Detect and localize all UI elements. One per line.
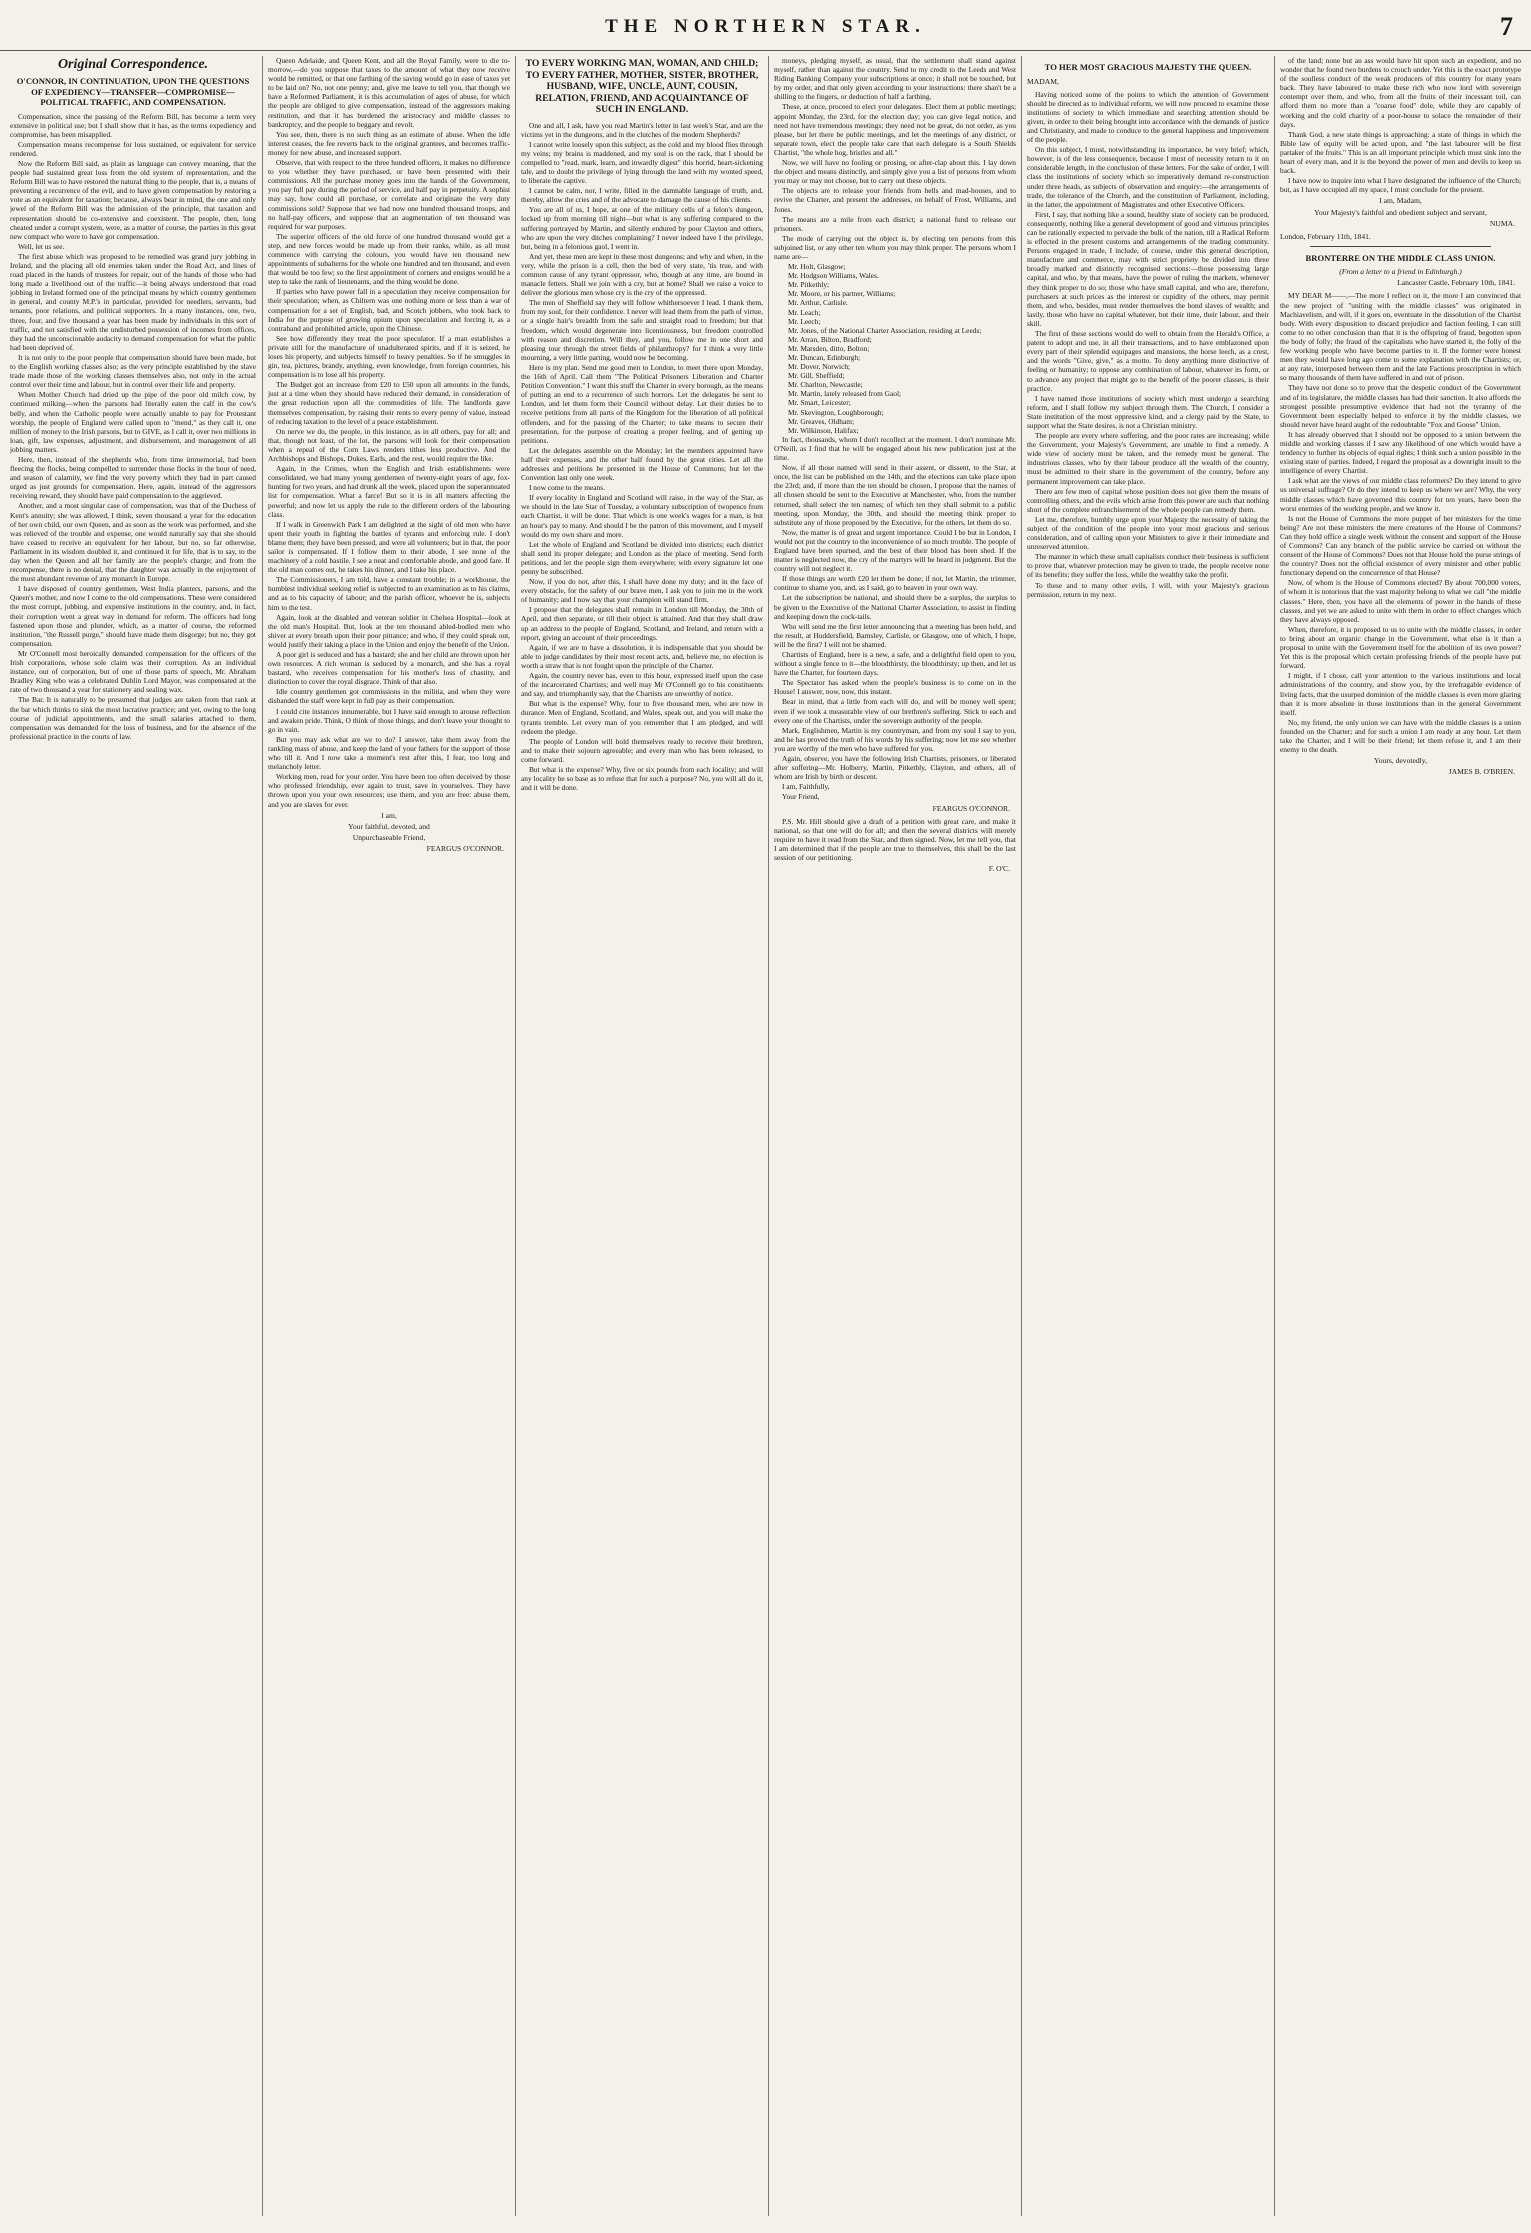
paragraph: Thank God, a new state things is approaching: a state of things in which the Bible law of equity will be acted upon, and "the last labourer will be first partaker of the fruits." This is an all important principle which must sink into the heart of every man, and it is the beyond the power of men and devils to keep us back. xyxy=(1280,129,1521,176)
closing: Your faithful, devoted, and xyxy=(348,821,430,831)
paragraph: of the land; none but an ass would have hit upon such an expedient, and no wonder that he found two burdens to crouch under. Yet this is the exact prototype of the soulless conduct of the weak producers of this country for many years back. They have laboured to make these rich who now lord with sovereign contempt over them, and who, from all the fruits of their incessant toil, can afford them no more than a "coarse food" dole, while they are capably of working and the cold charity of a poor-house to solace the remainder of their days. xyxy=(1280,56,1521,129)
postscript: P.S. Mr. Hill should give a draft of a petition with great care, and make it national, so that one will do for all; and then the several districts will merely require to have it read from the Star, and then signed. Now, let me tell you, that I am determined that if the people are true to themselves, this shall be the last session of our petitioning. xyxy=(774,816,1016,862)
paragraph: The Commissioners, I am told, have a constant trouble; in a workhouse, the humblest individual seeking relief is subjected to an examination as to his claims, and as to his capacity of labour; and the parish officer, whoever he is, subjects him to the test. xyxy=(268,575,510,612)
paragraph: Let the subscription be national, and should there be a surplus, the surplus to be given to the Executive of the National Charter Association, to assist in finding and keeping down the cock-tails. xyxy=(774,593,1016,621)
paragraph: Now, if all those named will send in their assent, or dissent, to the Star, at once, the list can be published on the 14th, and the elections can take place upon the 23rd; and, if more than the ten should be chosen, I propose that the names of all chosen should be sent to the Executive at Manchester, who, from the number returned, shall select the ten names; of which ten they shall submit to a public meeting, upon Monday, the 30th, and should the meeting think proper to substitute any of those proposed by the Executive, for the others, let them do so. xyxy=(774,463,1016,527)
column-rule xyxy=(768,56,769,2216)
paragraph: The objects are to release your friends from hells and mad-houses, and to revive the Charter, and present the addresses, on behalf of Frost, Williams, and Jones. xyxy=(774,186,1016,214)
paragraph: When Mother Church had dried up the pipe of the poor old milch cow, by continued milking—when the parsons had literally eaten the calf in the cow's belly, and when the Catholic people were actually unable to pay for Protestant worship, the people of England were called upon to "mend," as they call it, one million of money to the Irish parsons, but to GIVE, as I call it, over two millions in loan, gift, law expenses, adjustment, and disbursement, and management of all jobbing matters. xyxy=(10,390,256,454)
column-2 xyxy=(268,56,510,2216)
paragraph: Mr. Arthur, Carlisle. xyxy=(788,298,848,308)
paragraph: Now, of whom is the House of Commons elected? By about 700,000 voters, of whom it is notorious that the vast majority belong to what we call "the middle classes." Here, then, you have all the elements of power in the hands of these classes, and yet we are asked to unite with them in order to effect changes which they have always opposed. xyxy=(1280,578,1521,624)
paragraph: Mr. Gill, Sheffield; xyxy=(788,371,845,381)
column-3 xyxy=(521,56,763,2216)
paragraph: There are few men of capital whose position does not give them the means of controlling others, and the evils which arise from this power are such that nothing short of the complete enfranchisement of the whole people can remedy them. xyxy=(1027,486,1269,514)
paragraph: Mr. Holt, Glasgow; xyxy=(788,262,846,272)
paragraph: Chartists of England, here is a new, a safe, and a delightful field open to you, without a single fence to it—the bloodthirsty, the bloodthirsty; up then, and let us have the Charter, for fourteen days. xyxy=(774,650,1016,678)
paragraph: Here is my plan. Send me good men to London, to meet there upon Monday, the 16th of April. Call them "The Political Prisoners Liberation and Charter Petition Convention." I want this stuff the Charter in every borough, as the means of putting an end to a recurrence of such horrors. Let the delegates be sent to London, and let them form their Council without delay. Let their duties be to receive petitions from all parts of the Kingdom for the liberation of all political offenders, and for the passing of the Charter; to take means to secure their presentation, for the purpose of creating a proper feeling, and of getting up petitions. xyxy=(521,362,763,445)
paragraph: Well, let us see. xyxy=(18,241,65,251)
column-5 xyxy=(1027,56,1269,2216)
paragraph: These, at once, proceed to elect your delegates. Elect them at public meetings; appoint Monday, the 23rd, for the election day; you can give legal notice, and need not have tremendous meetings; they need not be great, do not order, as you please, but let there be public meetings, and let the meetings of any district, or separate town, elect the people take care that each delegate is a South Shields Chartist, "the whole hog, bristles and all." xyxy=(774,102,1016,157)
paragraph: The means are a mile from each district; a national fund to release our prisoners. xyxy=(774,214,1016,233)
salutation: MADAM, xyxy=(1027,76,1059,86)
paragraph: One and all, I ask, have you read Martin's letter in last week's Star, and are the victims yet in the dungeons, and in the clutches of the modern Shepherds? xyxy=(521,120,763,139)
paragraph: Mr. Jones, of the National Charter Association, residing at Leeds; xyxy=(788,325,982,335)
article-title: TO HER MOST GRACIOUS MAJESTY THE QUEEN. xyxy=(1044,62,1252,72)
paragraph: The first of these sections would do well to obtain from the Herald's Office, a patent to adopt and use, in all their transactions, and to have emblazoned upon every part of their splendid equipages and mansions, the horse leech, as a crest, and the words "Give, give," as a motto. To deny anything more distinctive of feeling or humanity; to oppose any combination of labour, whatever its form, or to advance any project that might go to the benefit of the poorer classes, is their practice. xyxy=(1027,329,1269,393)
paragraph: I might, if I chose, call your attention to the various institutions and local administrations of the country, and show you, by the irrefragable evidence of living facts, that the usurped dominion of the middle classes is even more glaring than it is more absolute in those institutions than in the general Government itself. xyxy=(1280,671,1521,717)
paragraph: Mr. Martin, lately released from Gaol; xyxy=(788,389,902,399)
article-title: TO EVERY WORKING MAN, WOMAN, AND CHILD; TO EVERY FATHER, MOTHER, SISTER, BROTHER, HUSBAND, WIFE, UNCLE, AUNT, COUSIN, RELATION, FRIEND, AND ACQUAINTANCE OF SUCH IN ENGLAND. xyxy=(525,58,759,115)
paragraph: See how differently they treat the poor speculator. If a man establishes a private still for the manufacture of unadulterated spirits, and if it is seized, he loses his property, and subjects himself to heavy penalties. So if he smuggles in gin, tea, pictures, brandy, anything, even knowledge, from foreign countries, his compensation is to lose all his property. xyxy=(268,333,510,380)
paragraph: The men of Sheffield say they will follow whithersoever I lead. I thank them, from my soul, for their confidence. I never will lead them from the path of virtue, or a single hair's breadth from the safe and straight road to freedom; but that freedom, which would degenerate into licentiousness, but freedom controlled with reason and discretion. Will they, and you, follow me in one short and pleasing tour through the street fields of philanthropy? for I think a very little mourning, a very little parting, would now be becoming. xyxy=(521,298,763,362)
paragraph: But what is the expense? Why, five or six pounds from each locality; and will any locality be so base as to refuse that for such a purpose? No, you will all do it, and it will be done. xyxy=(521,764,763,793)
paragraph: The superior officers of the old force of one hundred thousand would get a step, and new forces would be made up from their ranks, while, as all must commence with carrying the colours, you would have ten thousand new appointments of subalterns for the whole one hundred and ten thousand, and even that would be too few; so the first appointment of corners and ensigns would be a step to take the rank of lieutenants, and the thing would be done. xyxy=(268,231,510,287)
article-body xyxy=(774,56,1016,261)
paragraph: Another, and a most singular case of compensation, was that of the Duchess of Kent's annuity; she was allowed, I think, seven thousand a year for the education of her own child, our own Queen, and as soon as the work was performed, and she was relieved of the trouble and expense, one would naturally say that she should have ceased to receive an equivalent for her labour, but no, so far otherwise, Parliament in its wisdom doubled it, and continued it for life, that is to say, to the day when the Queen and all her family are the people's charge; and from the recompense, there is no denial, that the daughter was actually in the enjoyment of the most abundant revenue of any monarch in Europe. xyxy=(10,501,256,584)
paragraph: To these and to many other evils, I will, with your Majesty's gracious permission, return in my next. xyxy=(1027,580,1269,599)
paragraph: Again, look at the disabled and veteran soldier in Chelsea Hospital—look at the old man's Hospital. But, look at the ten thousand abled-bodied men who shiver at every breath upon their poor pittance; and who, if they could speak out, would justify their taking a place in the Union and enjoy the benefit of the Union. xyxy=(268,612,510,649)
delegate-list xyxy=(774,262,1016,435)
article-body xyxy=(774,435,1016,802)
signature: NUMA. xyxy=(1489,218,1515,228)
paragraph: The Spectator has asked when the people's business is to come on in the House! I answer, now, now, this instant. xyxy=(774,678,1016,697)
paragraph: Who will send me the first letter announcing that a meeting has been held, and the result, at Huddersfield, Barnsley, Carlisle, or Glasgow, one of which, I hope, will be the first? I will not be shamed. xyxy=(774,621,1016,649)
masthead-title: THE NORTHERN STAR. xyxy=(605,16,926,37)
paragraph: Mr. Duncan, Edinburgh; xyxy=(788,353,861,362)
paragraph: They have not done so to prove that the despotic conduct of the Government and of its legislature, the middle classes has had their sanction. It also affords the strongest possible presumptive evidence that had not the tyranny of the Government been especially helped to enforce it by the middle classes, we should never have heard aught of the redoubtable "Fox and Goose" Union. xyxy=(1280,383,1521,429)
paragraph: Idle country gentlemen got commissions in the militia, and when they were disbanded the staff were kept in full pay as their compensation. xyxy=(268,687,510,706)
paragraph: I ask what are the views of our middle class reformers? Do they intend to give us universal suffrage? Or do they intend to keep us where we are? Why, the very middle classes which have governed this country for ten years, have been the worst enemies of the working people, and we know it. xyxy=(1280,476,1521,513)
paragraph: The people are every where suffering, and the poor rates are increasing; while the Government, your Majesty's Government, are unable to find a remedy. A wide view of society must be taken, and the remedy must be general. The industrious classes, who by their labour produce all the wealth of the country, must be admitted to their share in the government of the country, before any permanent improvement can take place. xyxy=(1027,431,1269,486)
closing: Your Majesty's faithful and obedient subject and servant, xyxy=(1314,207,1487,217)
paragraph: Observe, that with respect to the three hundred officers, it makes no difference to you whether they have purchased, or have been presented with their commissions. All the purchase money goes into the hands of the Government, you pay full pay during the period of service, and half pay in perpetuity. A sophist may say, how could all purchase, or correlate and originate the very duty commissions sold? Suppose that we had now one hundred thousand troops, and no half-pay officers, and suppose that an augmentation of ten thousand was required for war purposes. xyxy=(268,158,510,231)
paragraph: Mr. Leach; xyxy=(788,307,821,317)
column-4 xyxy=(774,56,1016,2216)
paragraph: In fact, thousands, whom I don't recollect at the moment. I don't nominate Mr. O'Neill, as I find that he will be engaged about his new publication just at the time. xyxy=(774,434,1016,463)
paragraph: If I walk in Greenwich Park I am delighted at the sight of old men who have spent their youth in fighting the battles of tyrants and enforcing rule. I don't blame them; they have been pressed, and were all volunteers; but in that, the poor sailor is compensated. If I follow them to their abode, I see none of the machinery of a cold bastile. I see a neat and comfortable abode, and good fare. If the old man comes out, he takes his dinner, and I take his place. xyxy=(268,519,510,575)
paragraph: Mr O'Connell most heroically demanded compensation for the officers of the Irish corporations, whose sole claim was their corruption. As an individual instance, out of corporation, but of one of those parts of speech, Mr. Abraham Bradley King who was a celebrated Dublin Lord Mayor, was compensated at the rate of two thousand a year for stationery and sealing wax. xyxy=(10,648,256,695)
columns xyxy=(10,56,1521,2216)
paragraph: Again, the country never has, even to this hour, expressed itself upon the case of the incarcerated Chartists; and well may Mr O'Connell go to his constituents and say, and triumphantly say, that the Chartists are unworthy of notice. xyxy=(521,671,763,699)
signature: FEARGUS O'CONNOR. xyxy=(426,843,504,853)
paragraph: No, my friend, the only union we can have with the middle classes is a union founded on the Charter; and for such a union I am ready at any hour. Let them take the Charter, and I will be their friend; let them refuse it, and I am their enemy to the death. xyxy=(1280,717,1521,755)
paragraph: Mr. Dover, Norwich; xyxy=(788,362,851,372)
paragraph: I cannot be calm, nor, I write, filled in the damnable language of truth, and, thereby, allow the cries and of the advocate to damage the cause of his clients. xyxy=(521,186,763,205)
paragraph: Working men, read for your order. You have been too often deceived by those who professed friendship, ever again to trust, save in yourselves. They have thrown upon you your own resources; use them, and you are free: abuse them, and you are slaves for ever. xyxy=(268,772,510,809)
paragraph: Mr. Greaves, Oldham; xyxy=(788,416,855,426)
paragraph: Mr. Skevington, Loughborough; xyxy=(788,407,884,417)
paragraph: Queen Adelaide, and Queen Kent, and all the Royal Family, were to die to-morrow,—do you suppose that taxes to the amount of what they now receive would be remitted, or that one farthing of the saving would go in ease of taxes yet to be laid on? No, not one penny; and, give me leave to tell you, that though we have a Reformed Parliament, it is this accumulation of ages of abuse, for which the people are obliged to give compensation, instead of the aggressors making restitution, and that it has burdened the aristocracy and middle classes to bankruptcy, and the people to beggary and revolt. xyxy=(268,56,510,129)
paragraph: Compensation means recompense for loss sustained, or equivalent for service rendered. xyxy=(10,139,256,158)
column-1 xyxy=(10,56,256,2216)
paragraph: Now, if you do not, after this, I shall have done my duty; and in the face of every obstacle, for the safety of our brave men, I ask you to join me in the work of humanity; and I now say that your champion will stand firm. xyxy=(521,577,763,605)
paragraph: I now come to the means. xyxy=(529,483,605,493)
paragraph: Mr. Leech; xyxy=(788,316,821,326)
column-rule xyxy=(1021,56,1022,2216)
paragraph: Mr. Charlton, Newcastle; xyxy=(788,380,863,390)
paragraph: I could cite instances innumerable, but I have said enough to arouse reflection and awaken pride. Think, O think of those things, and don't leave your thought to go in vain. xyxy=(268,706,510,734)
paragraph: I have disposed of country gentlemen, West India planters, parsons, and the Queen's mother, and now I come to the old compensations. These were considered the most corrupt, jobbing, and expensive institutions in the country, and, in fact, their corruption went a great way in demand for reform. The officers had long fastened upon those and plunder, which, as a matter of course, the reformed institution, "the Russell purge," should have made them disgorge; but no, they got compensation. xyxy=(10,584,256,648)
paragraph: The Budget got an increase from £20 to £50 upon all amounts in the funds, just at a time when they should have reduced their demand, in consideration of the great reduction upon all the commodities of life. The landlords gave themselves compensation, by raising their rents to every penny of value, instead of reducing taxation to the level of a peace establishment. xyxy=(268,380,510,426)
dateline: Lancaster Castle, February 10th, 1841. xyxy=(1397,278,1515,288)
page-number: 7 xyxy=(1500,12,1513,41)
paragraph: MY DEAR M——,—The more I reflect on it, the more I am convinced that the new project of "uniting with the middle classes" was originated in Machiavelism, and will, if it goes on, eventuate in the dissolution of the Chartist body. With every disposition to discard prejudice and faction feeling, I can still come to no other conclusion than that it is the offspring of fraud, begotten upon the body of folly; the fraud of the capitalists who have started it, the folly of the few working people who have become parties to it. If the former were honest men they would have long ago come to some explanation with the Chartists; or, at any rate, interposed between them and the late Factions proscription in which so many thousands of them have suffered in and out of prison. xyxy=(1280,291,1521,383)
paragraph: Now, we will have no fooling or prosing, or after-clap about this. I lay down the object and means distinctly, and simply give you a list of persons from whom you may or may not choose, but to carry out these objects. xyxy=(774,158,1016,186)
paragraph: Mr. Wilkinson, Halifax; xyxy=(788,425,859,435)
article-title: BRONTERRE ON THE MIDDLE CLASS UNION. xyxy=(1305,252,1496,263)
article-body xyxy=(521,121,763,793)
paragraph: When, therefore, it is proposed to us to unite with the middle classes, in order to bring about an organic change in the Government, what else is it than a proposal to unite with the Government itself for the abolition of its own power? Yet this is the proposal which certain professing friends of the people have put forward. xyxy=(1280,624,1521,671)
paragraph: Mr. Moore, or his partner, Williams; xyxy=(788,289,896,299)
column-rule xyxy=(1274,56,1275,2216)
article-subtitle: (From a letter to a friend in Edinburgh.) xyxy=(1339,267,1462,277)
closing: I am, Madam, xyxy=(1379,196,1422,206)
article-body xyxy=(1280,291,1521,754)
dateline: London, February 11th, 1841. xyxy=(1280,231,1371,241)
paragraph: The manner in which these small capitalists conduct their business is sufficient to prove that, whatever protection may be given to trade, the people receive none of its benefits; they suffer the loss, while the wealthy take the profit. xyxy=(1027,552,1269,580)
closing: Unpurchaseable Friend, xyxy=(352,832,426,842)
paragraph: I have now to inquire into what I have designated the influence of the Church; but, as I have occupied all my space, I must conclude for the present. xyxy=(1280,176,1521,195)
paragraph: Again, in the Crimes, when the English and Irish establishments were consolidated, we had many young gentlemen of twenty-eight years of age, fox-hunting for two years, and had drunk all the week, placed upon the superannuated list for compensation. What a farce! But so it is in all matters affecting the powerful; and now let us apply the rule to the different orders of the labouring class. xyxy=(268,464,510,519)
divider xyxy=(1310,246,1491,247)
article-title: O'CONNOR, IN CONTINUATION, UPON THE QUESTIONS OF EXPEDIENCY—TRANSFER—COMPROMISE—POLITICAL TRAFFIC, AND COMPENSATION. xyxy=(16,76,250,107)
paragraph: Mr. Pitkethly; xyxy=(788,280,830,290)
paragraph: The people of London will hold themselves ready to receive their brethren, and to make their sojourn agreeable; and every man who has been released, to come forward. xyxy=(521,736,763,764)
paragraph: Let the delegates assemble on the Monday; let the members appointed have half their expenses, and the other half found by the great cities. Let all the addresses and petitions be presented in the House of Commons; but let the Convention last only one week. xyxy=(521,445,763,483)
paragraph: Mr. Smart, Leicester; xyxy=(788,398,851,408)
section-header: Original Correspondence. xyxy=(57,57,209,72)
column-rule xyxy=(515,56,516,2216)
paragraph: Having noticed some of the points to which the attention of Government should be directed as to individual reform, we will now proceed to examine those institutions of society to which immediate and searching attention should be given, in order to their being brought into accordance with the demands of justice and Christianity, and made to conduce to the general happiness and improvement of the people. xyxy=(1027,89,1269,145)
signature: F. O'C. xyxy=(988,864,1010,874)
signature: JAMES B. O'BRIEN. xyxy=(1448,767,1515,777)
paragraph: If every locality in England and Scotland will raise, in the way of the Star, as we should in the late Star of Tuesday, a voluntary subscription of twopence from each Chartist, it will be done. That which is one week's wages for a man, is but an hour's pay to many. And should I be the patron of this movement, and I myself would do my own share and more. xyxy=(521,493,763,539)
paragraph: On this subject, I must, notwithstanding its importance, be very brief; which, however, is of the less consequence, because I must of necessity return to it on considerable length, in the conclusion of these letters. For the sake of order, I will class the institutions of society which so imperatively demand re-construction under three heads, as subjects of observation and enquiry:—the arrangements of trade, the tolerance of the Church, and the constitution of Parliament, including, in the latter, the appointment of Magistrates and other Executive Officers. xyxy=(1027,145,1269,209)
article-body xyxy=(10,112,256,741)
paragraph: If parties who have power fall in a speculation they receive compensation for their speculation; when, as Chiltern was one nothing more or less than a war of compensation for a set of English, bad, and Scotch jobbers, who took back to India for the purpose of growing opium upon speculation and forcing it, as a contraband and prohibited article, upon the Chinese. xyxy=(268,287,510,333)
closing: I am, xyxy=(381,810,397,820)
paragraph: Mr. Marsden, ditto, Bolton; xyxy=(788,343,870,353)
article-body xyxy=(268,56,510,809)
paragraph: And yet, these men are kept in these most dungeons; and why and when, in the very, while the prison is a cell, then the bed of very state, 'tis true, and with common cause of any tyrant oppressor, who, though at any time, are bound in manacle fetters. Shall we join with a cry, but at home? Shall we raise a voice to deliver the glorious men whose cry is the cry of the oppressed. xyxy=(521,251,763,298)
closing: Yours, devotedly, xyxy=(1374,756,1427,766)
paragraph: Again, observe, you have the following Irish Chartists, prisoners, or liberated after suffering—Mr. Holberry, Martin, Pitkethly, Clayton, and others, all of whom are Irish by birth or descent. xyxy=(774,754,1016,782)
paragraph: The first abuse which was proposed to be remedied was grand jury jobbing in Ireland, and the placing all old enemies taken under the Road Act, and lines of road placed in the hands of trustees for repair, out of the hands of those who had long made a livelihood out of the traffic—it being always understood that road jobbing in Ireland formed one of the principal means by which country gentlemen in general, and county M.P.'s in particular, provided for needlers, servants, bad tenants, poor relations, and political supporters. In a many instances, one, two, three, four, and five thousand a year has been made by individuals in this sort of traffic, and not satisfied with the undisturbed possession of incomes from offices, they had the unconscionable audacity to demand compensation for what the public had been deprived of. xyxy=(10,251,256,352)
column-6 xyxy=(1280,56,1521,2216)
column-rule xyxy=(262,56,263,2216)
paragraph: Bear in mind, that a little from each will do, and will be money well spent; even if we took a measurable view of our brethren's suffering. Stick to each and every one of the Chartists, under the sovereign authority of the people. xyxy=(774,697,1016,725)
paragraph: I propose that the delegates shall remain in London till Monday, the 30th of April, and then separate, or till their object is attained. And that they shall draw up an address to the people of England, Scotland, and Ireland, and return with a report, giving an account of their proceedings. xyxy=(521,605,763,642)
paragraph: I cannot write loosely upon this subject, as the cold and my blood flies through my veins; my brains is maddened, and my soul is on the rack, that I should be compelled to "read, mark, learn, and inwardly digest" this horrid, heart-sickening tale, and to doubt the privilege of lying through the land with my wonted speed, to liberate the captive. xyxy=(521,139,763,186)
paragraph: Now, the matter is of great and urgent importance. Could I be but in London, I would not put the country to the inconvenience of so much trouble. The people of England have been spurned, and the best of their blood has been shed. If the matter is neglected now, the cry of the martyrs will be heard in judgment. But the country will not neglect it. xyxy=(774,527,1016,574)
paragraph: I have named those institutions of society which must undergo a searching reform, and I shall follow my subject through them. The Church, I consider a State institution of the most oppressive kind, and a clergy paid by the State, to support what the State desires, is not a Christian ministry. xyxy=(1027,393,1269,430)
paragraph: Let me, therefore, humbly urge upon your Majesty the necessity of taking the subject of the condition of the people into your most gracious and serious consideration, and of calling upon your Ministers to give it their immediate and unreserved attention. xyxy=(1027,514,1269,552)
paragraph: If those things are worth £20 let them be done; if not, let Martin, the trimmer, continue to shame you, and, as I said, go to heaven in your own way. xyxy=(774,574,1016,593)
paragraph: Here, then, instead of the shepherds who, from time immemorial, had been fleecing the flocks, being compelled to surrender those flocks in the hour of need, and season of calamity, we find the very poverty which they had in part caused urged as just grounds for compensation. Here, again, instead of the aggressors receiving reward, they should have paid compensation to the aggrieved. xyxy=(10,454,256,501)
paragraph: On nerve we do, the people, in this instance, as in all others, pay for all; and that, though not least, of the lot, the parsons will look for their compensation when a repeal of the Corn Laws renders tithes less productive. And the Archbishops and Bishops, Dukes, Earls, and the rest, would require the like. xyxy=(268,426,510,464)
paragraph: It has already observed that I should not be opposed to a union between the middle and working classes if I saw any likelihood of one which would have a tendency to further its objects of equal rights; I think such a union possible in the existing state of parties. Indeed, I regard the proposal as a downright insult to the intelligence of every Chartist. xyxy=(1280,429,1521,476)
paragraph: Your Friend, xyxy=(782,792,820,802)
paragraph: A poor girl is seduced and has a bastard; she and her child are thrown upon her own resources. A rich woman is seduced by a monarch, and she has a royal bastard, who receives compensation for his mother's loss of chastity, and distinction to cover the royal disgrace. Think of that also. xyxy=(268,650,510,687)
paragraph: The Bar. It is naturally to be presumed that judges are taken from that rank at the bar which thinks to sink the most lucrative practice; and yet, owing to the long course of judicial appointments, and the small salaries attached to them, compensation was demanded for the loss of business, and for the absence of the professional practice in the courts of law. xyxy=(10,695,256,741)
paragraph: You see, then, there is no such thing as an estimate of abuse. When the idle interest ceases, the fee reverts back to the original grantees, and becomes traffic-money for new abuse, and increased support. xyxy=(268,129,510,157)
paragraph: Mark, Englishmen, Martin is my countryman, and from my soul I say to you, and he has proved the truth of his words by his suffering; now let me see whether you are worthy of the men who have suffered for you. xyxy=(774,725,1016,753)
signature: FEARGUS O'CONNOR. xyxy=(932,803,1010,813)
paragraph: First, I say, that nothing like a sound, healthy state of society can be produced, consequently, nothing like a general development of good and virtuous principles can be rationally expected to pervade the bulk of the nation, till a Radical Reform is effected in the present customs and arrangements of the trading community. Persons engaged in trade, I include, of course, under this general description, manufacture and commerce, may with strict propriety be divided into three broadly marked and distinctly recognised sections:—those possessing large capital, and who, by that means, have the power of ruling the markets, whenever they think proper to do so; those who have small capital, and who are, therefore, purchasers at such prices as the interest or cupidity of the others, may permit them, and who, besides, must render themselves the bond slaves of wealth; and lastly, those who have no capital whatever, but their time, their labour, and their skill. xyxy=(1027,209,1269,328)
article-body xyxy=(1027,90,1269,599)
paragraph: Is not the House of Commons the more puppet of her ministers for the time being? Are not these ministers the mere creatures of the House of Commons? Can they hold office a single week without the consent and support of the House of Commons? Can any branch of the public service be carried on without the consent of the House of Commons? Does not that House hold the purse strings of the country? Does not the official existence of every minister and other public functionary depend on the concurrence of that House? xyxy=(1280,513,1521,578)
paragraph: The mode of carrying out the object is, by electing ten persons from this subjoined list, or any other ten whom you may think proper. The persons whom I name are— xyxy=(774,233,1016,261)
paragraph: You are all of us, I hope, at one of the military cells of a felon's dungeon, locked up from morning till night—but what is any suffering compared to the suffering portrayed by Martin, and silently endured by poor Clayton and others, who are upon the very ditches complaining? I never indeed have I the privilege, but, being in a felonious gaol, I went in. xyxy=(521,205,763,251)
article-body xyxy=(1280,56,1521,194)
paragraph: But you may ask what are we to do? I answer, take them away from the rankling mass of abuse, and keep the land of your fathers for the support of those who till it. And I now take a moment's rest after this, I fear, too long and melancholy letter. xyxy=(268,734,510,772)
paragraph: Now the Reform Bill said, as plain as language can convey meaning, that the people had sustained great loss from the old system of representation, and the Reform Bill was to have restored the natural thing to the people, that is, a means of preventing a recurrence of the evil, and to have given compensation by restoring a vote as an equivalent for taxation; because, always bear in mind, the one and only jewel of the Reform Bill was the admission of the principle, that taxation and representation should be co-extensive and coexistent. The people, then, long cheated under a corrupt system, were, as a matter of course, the parties in this great new compact who were to have got compensation. xyxy=(10,158,256,241)
masthead xyxy=(0,10,1531,51)
paragraph: Mr. Hodgson Williams, Wales. xyxy=(788,271,879,281)
paragraph: Compensation, since the passing of the Reform Bill, has become a term very extensive in political use; but I shall show that it has, as the terms expediency and compromise, has been misapplied. xyxy=(10,111,256,139)
paragraph: It is not only to the poor people that compensation should have been made, but to the English working classes also; as the very principle established by the slave trade made those of the working classes themselves also, not only in the actual control over their time and labour, but in control over their life and property. xyxy=(10,352,256,390)
paragraph: Mr. Arran, Bilton, Bradford; xyxy=(788,334,872,344)
paragraph: But what is the expense? Why, four to five thousand men, who are now in durance. Men of England, Scotland, and Wales, speak out, and you will make the tyrants tremble. Let every man of you remember that I am pledged, and will redeem the pledge. xyxy=(521,699,763,736)
paragraph: moneys, pledging myself, as usual, that the settlement shall stand against myself, rather than against the country. Send to my credit to the Leeds and West Riding Banking Company your subscriptions at once; it shall not be touched, but by my order, and that only given according to your instructions: there shan't be a shilling to the fingers, or deduction of half a farthing. xyxy=(774,56,1016,102)
paragraph: Let the whole of England and Scotland be divided into districts; each district shall send its proper delegate; and London as the place of meeting. Send forth petitions, and let the people sign them everywhere; with every signature let one penny be subscribed. xyxy=(521,539,763,576)
paragraph: Again, if we are to have a dissolution, it is indispensable that you should be able to judge candidates by their most recent acts, and, believe me, no election is worth a straw that is not fought upon the principle of the Charter. xyxy=(521,642,763,670)
paragraph: I am, Faithfully, xyxy=(782,782,830,792)
